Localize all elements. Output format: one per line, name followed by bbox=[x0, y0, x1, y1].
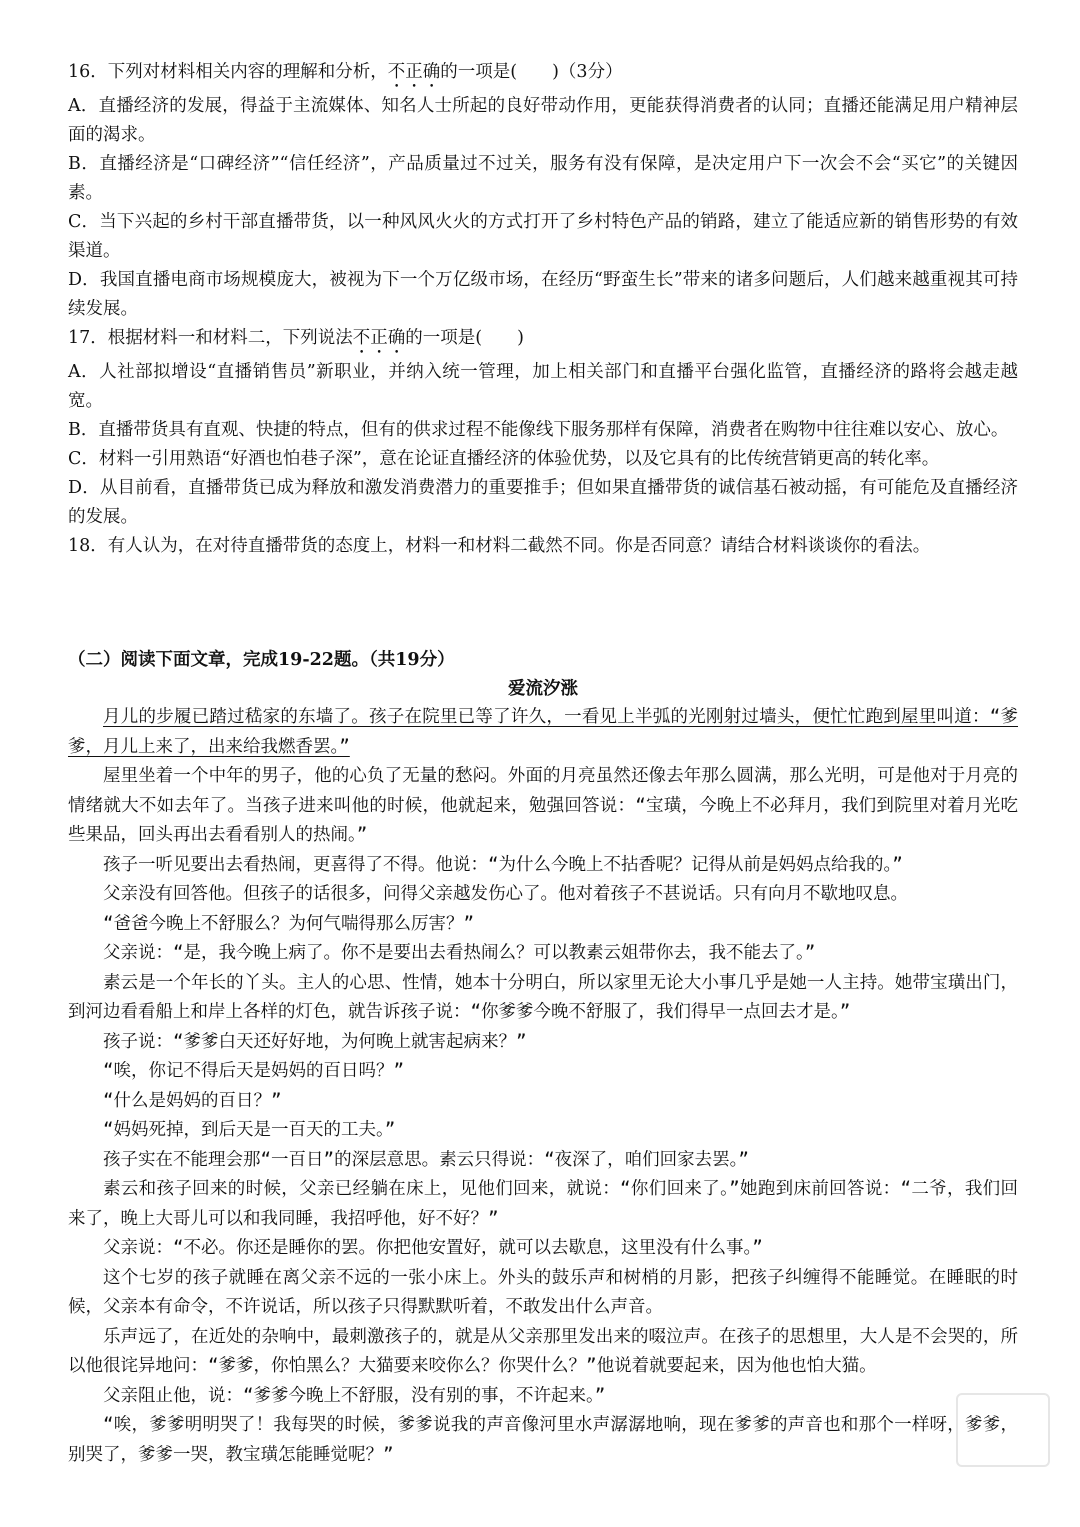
q16-emphasis: 不正确 bbox=[387, 62, 441, 82]
article-paragraph: 父亲说：“是，我今晚上病了。你不是要出去看热闹么？可以教素云姐带你去，我不能去了。” bbox=[103, 943, 816, 963]
q16-option-d: D．我国直播电商市场规模庞大，被视为下一个万亿级市场，在经历“野蛮生长”带来的诸多问题后，人们越来越重视其可持续发展。 bbox=[68, 270, 1018, 319]
q16-option-c: C．当下兴起的乡村干部直播带货，以一种风风火火的方式打开了乡村特色产品的销路，建立了能适应新的销售形势的有效渠道。 bbox=[68, 212, 1018, 261]
article-paragraph: 父亲阻止他，说：“爹爹今晚上不舒服，没有别的事，不许起来。” bbox=[103, 1385, 606, 1406]
q17-stem-post: 的一项是( ) bbox=[405, 328, 524, 348]
question-17-stem bbox=[68, 324, 1018, 358]
reading-section bbox=[68, 646, 1018, 1470]
q17-option-d: D．从目前看，直播带货已成为释放和激发消费潜力的重要推手；但如果直播带货的诚信基石被动摇，有可能危及直播经济的发展。 bbox=[68, 478, 1018, 527]
article-paragraph: “什么是妈妈的百日？” bbox=[103, 1090, 282, 1111]
q17-stem-pre: 17．根据材料一和材料二，下列说法 bbox=[68, 328, 353, 348]
article-paragraph: 素云和孩子回来的时候，父亲已经躺在床上，见他们回来，就说：“你们回来了。”她跑到床前回答说：“二爷，我们回来了，晚上大哥儿可以和我同睡，我招呼他，好不好？” bbox=[68, 1179, 1018, 1229]
q16-option-a: A．直播经济的发展，得益于主流媒体、知名人士所起的良好带动作用，更能获得消费者的认同；直播还能满足用户精神层面的渴求。 bbox=[68, 96, 1018, 145]
section-heading: （二）阅读下面文章，完成19-22题。（共19分） bbox=[68, 650, 455, 670]
q17-emphasis: 不正确 bbox=[352, 328, 406, 348]
q17-option-a: A．人社部拟增设“直播销售员”新职业，并纳入统一管理，加上相关部门和直播平台强化监管，直播经济的路将会越走越宽。 bbox=[68, 362, 1018, 411]
article-paragraph: 乐声远了，在近处的杂响中，最刺激孩子的，就是从父亲那里发出来的啜泣声。在孩子的思想里，大人是不会哭的，所以他很诧异地问：“爹爹，你怕黑么？大猫要来咬你么？你哭什么？”他说着就要起来，因为他也怕大猫。 bbox=[68, 1326, 1018, 1376]
article-paragraph: 这个七岁的孩子就睡在离父亲不远的一张小床上。外头的鼓乐声和树梢的月影，把孩子纠缠得不能睡觉。在睡眠的时候，父亲本有命令，不许说话，所以孩子只得默默听着，不敢发出什么声音。 bbox=[68, 1267, 1018, 1317]
questions-section bbox=[68, 58, 1018, 561]
q17-option-c: C．材料一引用熟语“好酒也怕巷子深”，意在论证直播经济的体验优势，以及它具有的比传统营销更高的转化率。 bbox=[68, 449, 940, 469]
article-paragraph: 孩子实在不能理会那“一百日”的深层意思。素云只得说：“夜深了，咱们回家去罢。” bbox=[103, 1149, 749, 1170]
article-paragraph: 孩子说：“爹爹白天还好好地，为何晚上就害起病来？” bbox=[103, 1031, 527, 1052]
watermark-logo bbox=[956, 1393, 1050, 1467]
article-paragraph: 父亲说：“不必。你还是睡你的罢。你把他安置好，就可以去歇息，这里没有什么事。” bbox=[103, 1238, 763, 1258]
article-paragraph: 孩子一听见要出去看热闹，更喜得了不得。他说：“为什么今晚上不拈香呢？记得从前是妈妈点给我的。” bbox=[103, 854, 903, 875]
article-paragraph: “爸爸今晚上不舒服么？为何气喘得那么厉害？” bbox=[103, 913, 475, 934]
article-title: 爱流汐涨 bbox=[508, 679, 578, 699]
q16-stem-post: 的一项是( )（3分） bbox=[440, 62, 623, 82]
article-paragraph: “唉，爹爹明明哭了！我每哭的时候，爹爹说我的声音像河里水声潺潺地响，现在爹爹的声音也和那个一样呀，爹爹，别哭了，爹爹一哭，教宝璜怎能睡觉呢？” bbox=[68, 1415, 1018, 1465]
article-paragraph: 屋里坐着一个中年的男子，他的心负了无量的愁闷。外面的月亮虽然还像去年那么圆满，那么光明，可是他对于月亮的情绪就大不如去年了。当孩子进来叫他的时候，他就起来，勉强回答说：“宝璜，今晚上不必拜月，我们到院里对着月光吃些果品，回头再出去看看别人的热闹。” bbox=[68, 766, 1018, 845]
q16-stem-pre: 16．下列对材料相关内容的理解和分析， bbox=[68, 62, 388, 82]
article-paragraph: “唉，你记不得后天是妈妈的百日吗？” bbox=[103, 1061, 405, 1081]
article-paragraph: 月儿的步履已踏过嵇家的东墙了。孩子在院里已等了许久，一看见上半弧的光刚射过墙头，便忙忙跑到屋里叫道：“爹爹，月儿上来了，出来给我燃香罢。” bbox=[68, 707, 1018, 757]
article-paragraph: 父亲没有回答他。但孩子的话很多，问得父亲越发伤心了。他对着孩子不甚说话。只有向月不歇地叹息。 bbox=[103, 884, 908, 904]
question-18-stem: 18．有人认为，在对待直播带货的态度上，材料一和材料二截然不同。你是否同意？请结合材料谈谈你的看法。 bbox=[68, 536, 931, 556]
question-16-stem bbox=[68, 58, 1018, 92]
q16-option-b: B．直播经济是“口碑经济”“信任经济”，产品质量过不过关，服务有没有保障，是决定用户下一次会不会“买它”的关键因素。 bbox=[68, 154, 1018, 203]
q17-option-b: B．直播带货具有直观、快捷的特点，但有的供求过程不能像线下服务那样有保障，消费者在购物中往往难以安心、放心。 bbox=[68, 420, 1009, 440]
article-paragraph: “妈妈死掉，到后天是一百天的工夫。” bbox=[103, 1120, 396, 1140]
article-paragraph: 素云是一个年长的丫头。主人的心思、性情，她本十分明白，所以家里无论大小事几乎是她一人主持。她带宝璜出门，到河边看看船上和岸上各样的灯色，就告诉孩子说：“你爹爹今晚不舒服了，我们得早一点回去才是。” bbox=[68, 972, 1018, 1022]
